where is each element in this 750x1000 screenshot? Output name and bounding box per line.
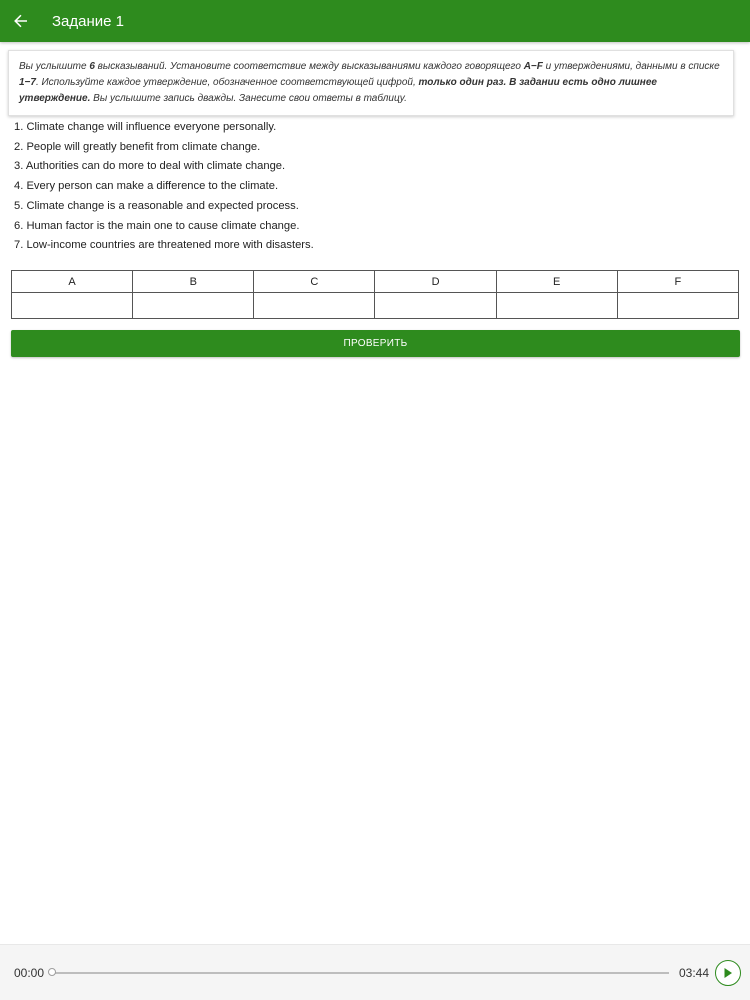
answer-cell-c [254, 293, 375, 319]
statement-item: 6. Human factor is the main one to cause climate change. [14, 219, 300, 232]
statement-item: 5. Climate change is a reasonable and expected process. [14, 199, 299, 212]
instruction-card [8, 50, 734, 116]
total-time: 03:44 [679, 966, 710, 980]
answer-input-c[interactable] [254, 294, 374, 318]
answer-input-d[interactable] [375, 294, 495, 318]
instruction-count: 6 [89, 61, 95, 72]
answer-header-c: C [254, 271, 375, 293]
page-title: Задание 1 [52, 12, 125, 30]
instruction-letters: A−F [523, 61, 543, 72]
check-button[interactable]: ПРОВЕРИТЬ [11, 330, 740, 357]
statement-item: 3. Authorities can do more to deal with climate change. [14, 160, 286, 173]
statement-item: 7. Low-income countries are threatened more with disasters. [14, 239, 314, 252]
play-icon [723, 967, 733, 979]
answer-input-b[interactable] [133, 294, 253, 318]
back-button[interactable] [0, 0, 42, 42]
answer-table-header-row [12, 271, 739, 293]
audio-player [0, 944, 750, 1000]
answer-cell-d [375, 293, 496, 319]
answer-header-e: E [496, 271, 617, 293]
play-button[interactable] [715, 960, 741, 986]
instruction-text: высказываний. Установите соответствие между высказываниями каждого говорящего [94, 61, 524, 72]
instruction-text: . Используйте каждое утверждение, обозначенное соответствующей цифрой, [35, 77, 419, 88]
answer-header-a: A [12, 271, 133, 293]
instruction-extra-note: В задании есть одно лишнее утверждение. [19, 77, 657, 104]
instruction-text: и утверждениями, данными в списке [542, 61, 720, 72]
instruction-text: . [503, 77, 510, 88]
answer-cell-e [496, 293, 617, 319]
answer-cell-b [133, 293, 254, 319]
statement-item: 2. People will greatly benefit from climate change. [14, 140, 261, 153]
current-time: 00:00 [14, 966, 45, 980]
statement-item: 4. Every person can make a difference to the climate. [14, 180, 279, 193]
seek-thumb[interactable] [48, 968, 56, 976]
instruction-text: Вы услышите [19, 61, 90, 72]
answer-input-f[interactable] [618, 294, 738, 318]
statements-list [14, 118, 714, 256]
statement-item: 1. Climate change will influence everyone personally. [14, 121, 277, 133]
answer-input-e[interactable] [497, 294, 617, 318]
answer-input-a[interactable] [12, 294, 132, 318]
answer-cell-a [12, 293, 133, 319]
answer-cell-f [617, 293, 738, 319]
answer-header-d: D [375, 271, 496, 293]
app-bar [0, 0, 750, 42]
instruction-numbers: 1−7 [19, 77, 36, 88]
answer-header-b: B [133, 271, 254, 293]
answer-header-f: F [617, 271, 738, 293]
instruction-text: Вы услышите запись дважды. Занесите свои ответы в таблицу. [90, 93, 407, 104]
instruction-once: только один раз [418, 77, 504, 88]
answer-table [11, 270, 739, 319]
seek-bar[interactable] [52, 972, 669, 974]
arrow-back-icon [13, 13, 29, 29]
answer-table-input-row [12, 293, 739, 319]
